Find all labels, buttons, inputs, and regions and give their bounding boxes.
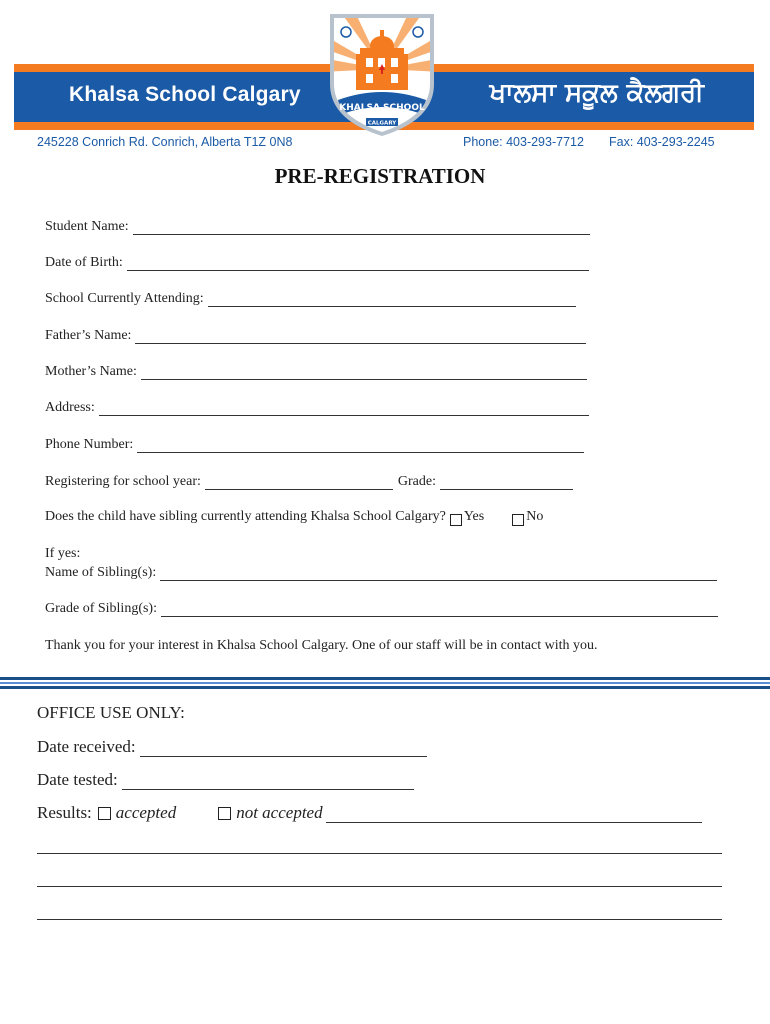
sibling-no-checkbox[interactable] — [512, 514, 524, 526]
date-received-row — [37, 737, 427, 757]
office-use-heading: OFFICE USE ONLY: — [37, 703, 185, 722]
office-notes-line-2[interactable] — [37, 886, 722, 887]
student-name-row — [45, 219, 590, 235]
school-year-row — [45, 474, 573, 490]
section-divider-top — [0, 677, 770, 680]
address-field[interactable] — [99, 401, 589, 416]
office-notes-line-1[interactable] — [37, 853, 722, 854]
date-received-label: Date received: — [37, 737, 136, 756]
school-address: 245228 Conrich Rd. Conrich, Alberta T1Z 0N8 — [37, 135, 293, 149]
grade-field[interactable] — [440, 475, 573, 490]
sibling-question-row — [45, 509, 543, 525]
crest-school-text: KHALSA SCHOOL — [339, 103, 425, 113]
office-notes-line-3[interactable] — [37, 919, 722, 920]
accepted-label: accepted — [115, 803, 177, 822]
results-row — [37, 803, 702, 823]
accepted-checkbox[interactable] — [98, 807, 111, 820]
sibling-names-label: Name of Sibling(s): — [45, 565, 157, 580]
section-divider-bottom — [0, 686, 770, 689]
father-name-row — [45, 328, 586, 344]
sibling-no-label: No — [526, 509, 544, 524]
sibling-names-field[interactable] — [160, 566, 717, 581]
school-attending-label: School Currently Attending: — [45, 291, 204, 306]
student-name-label: Student Name: — [45, 219, 129, 234]
dob-row — [45, 255, 589, 271]
address-label: Address: — [45, 400, 95, 415]
crest-city-text: CALGARY — [367, 120, 397, 127]
phone-number-field[interactable] — [137, 438, 584, 453]
not-accepted-label: not accepted — [236, 803, 323, 822]
if-yes-label: If yes: — [45, 546, 81, 561]
date-received-field[interactable] — [140, 739, 427, 757]
school-attending-row — [45, 291, 576, 307]
school-year-field[interactable] — [205, 475, 393, 490]
dob-label: Date of Birth: — [45, 255, 123, 270]
school-phone: Phone: 403-293-7712 — [463, 135, 584, 149]
student-name-field[interactable] — [133, 220, 590, 235]
phone-number-label: Phone Number: — [45, 437, 134, 452]
father-name-label: Father’s Name: — [45, 328, 132, 343]
sibling-names-row — [45, 565, 717, 581]
school-name-english: Khalsa School Calgary — [69, 83, 301, 106]
if-yes-row — [45, 546, 80, 562]
school-crest-logo — [322, 14, 442, 136]
school-name-punjabi: ਖਾਲਸਾ ਸਕੂਲ ਕੈਲਗਰੀ — [489, 78, 704, 108]
section-divider-middle — [0, 682, 770, 684]
sibling-grades-label: Grade of Sibling(s): — [45, 601, 157, 616]
phone-number-row — [45, 437, 584, 453]
date-tested-field[interactable] — [122, 772, 414, 790]
date-tested-row — [37, 770, 414, 790]
mother-name-row — [45, 364, 587, 380]
address-row — [45, 400, 589, 416]
school-attending-field[interactable] — [208, 292, 576, 307]
not-accepted-checkbox[interactable] — [218, 807, 231, 820]
sibling-question-label: Does the child have sibling currently attending Khalsa School Calgary? — [45, 509, 446, 524]
sibling-grades-field[interactable] — [161, 602, 718, 617]
results-label: Results: — [37, 803, 92, 822]
sibling-grades-row — [45, 601, 718, 617]
mother-name-label: Mother’s Name: — [45, 364, 137, 379]
school-year-label: Registering for school year: — [45, 474, 201, 489]
date-tested-label: Date tested: — [37, 770, 118, 789]
mother-name-field[interactable] — [141, 365, 587, 380]
form-title: PRE-REGISTRATION — [274, 164, 486, 188]
sibling-yes-checkbox[interactable] — [450, 514, 462, 526]
office-use-heading-row — [37, 703, 185, 723]
grade-label: Grade: — [397, 474, 436, 489]
sibling-yes-label: Yes — [463, 509, 485, 524]
dob-field[interactable] — [127, 256, 589, 271]
school-fax: Fax: 403-293-2245 — [609, 135, 715, 149]
results-notes-field[interactable] — [326, 805, 702, 823]
thank-you-note: Thank you for your interest in Khalsa School Calgary. One of our staff will be in contact with you. — [45, 638, 598, 653]
father-name-field[interactable] — [135, 329, 586, 344]
